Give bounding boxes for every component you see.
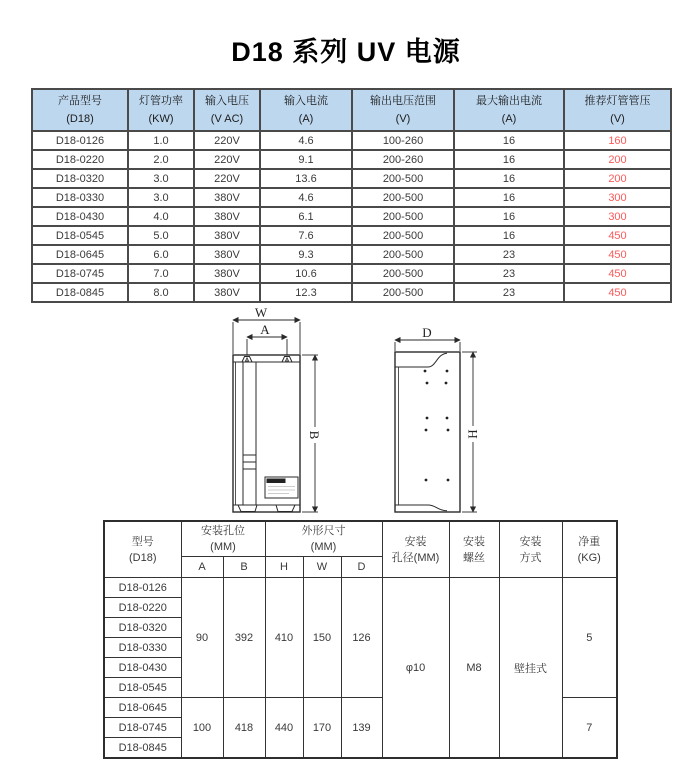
value-cell: 100 bbox=[181, 698, 223, 759]
value-cell: 200 bbox=[564, 150, 671, 169]
value-cell: 126 bbox=[341, 578, 382, 698]
method-cell: 壁挂式 bbox=[499, 578, 562, 759]
col-header-model: 型号 (D18) bbox=[104, 521, 181, 578]
model-cell: D18-0126 bbox=[104, 578, 181, 598]
model-cell: D18-0645 bbox=[32, 245, 128, 264]
value-cell: 16 bbox=[454, 150, 564, 169]
value-cell: 9.3 bbox=[260, 245, 352, 264]
value-cell: 380V bbox=[194, 188, 260, 207]
spec-row bbox=[32, 245, 671, 264]
front-view bbox=[233, 355, 300, 512]
value-cell: 90 bbox=[181, 578, 223, 698]
col-header-screw: 安装 螺丝 bbox=[449, 521, 499, 578]
spec-row bbox=[32, 264, 671, 283]
switch-box bbox=[243, 455, 256, 469]
value-cell: 200-500 bbox=[352, 245, 454, 264]
model-cell: D18-0545 bbox=[32, 226, 128, 245]
value-cell: 220V bbox=[194, 169, 260, 188]
value-cell: 200-500 bbox=[352, 188, 454, 207]
value-cell: 200-500 bbox=[352, 207, 454, 226]
spec-row bbox=[32, 207, 671, 226]
model-cell: D18-0645 bbox=[104, 698, 181, 718]
model-cell: D18-0430 bbox=[32, 207, 128, 226]
mount-row bbox=[104, 578, 617, 598]
value-cell: 9.1 bbox=[260, 150, 352, 169]
dim-label-w: W bbox=[254, 306, 268, 320]
value-cell: 23 bbox=[454, 283, 564, 302]
value-cell: 16 bbox=[454, 207, 564, 226]
value-cell: 23 bbox=[454, 245, 564, 264]
value-cell: 200-500 bbox=[352, 283, 454, 302]
hole-dia-cell: φ10 bbox=[382, 578, 449, 759]
value-cell: 220V bbox=[194, 150, 260, 169]
value-cell: 7.0 bbox=[128, 264, 194, 283]
value-cell: 23 bbox=[454, 264, 564, 283]
value-cell: 380V bbox=[194, 245, 260, 264]
value-cell: 16 bbox=[454, 169, 564, 188]
model-cell: D18-0330 bbox=[104, 638, 181, 658]
col-header-a: A bbox=[181, 557, 223, 578]
col-header-hole-group: 安装孔位 (MM) bbox=[181, 521, 265, 557]
dim-label-h: H bbox=[465, 429, 481, 439]
value-cell: 16 bbox=[454, 131, 564, 150]
value-cell: 139 bbox=[341, 698, 382, 759]
weight-cell: 5 bbox=[562, 578, 617, 698]
value-cell: 16 bbox=[454, 226, 564, 245]
model-cell: D18-0330 bbox=[32, 188, 128, 207]
col-header-b: B bbox=[223, 557, 265, 578]
spec-row bbox=[32, 150, 671, 169]
value-cell: 200-500 bbox=[352, 264, 454, 283]
spec-table bbox=[31, 88, 672, 303]
model-cell: D18-0745 bbox=[32, 264, 128, 283]
nameplate bbox=[265, 477, 298, 498]
col-header-w: W bbox=[303, 557, 341, 578]
value-cell: 200 bbox=[564, 169, 671, 188]
dim-label-b: B bbox=[307, 430, 322, 440]
value-cell: 200-500 bbox=[352, 226, 454, 245]
col-header-method: 安装 方式 bbox=[499, 521, 562, 578]
value-cell: 170 bbox=[303, 698, 341, 759]
spec-header-row bbox=[32, 89, 671, 131]
value-cell: 4.6 bbox=[260, 131, 352, 150]
side-view bbox=[395, 352, 460, 512]
tab-hole-right bbox=[286, 358, 289, 361]
value-cell: 7.6 bbox=[260, 226, 352, 245]
value-cell: 380V bbox=[194, 207, 260, 226]
model-cell: D18-0320 bbox=[32, 169, 128, 188]
value-cell: 440 bbox=[265, 698, 303, 759]
model-cell: D18-0545 bbox=[104, 678, 181, 698]
model-cell: D18-0220 bbox=[104, 598, 181, 618]
value-cell: 2.0 bbox=[128, 150, 194, 169]
spec-header-cell: 推荐灯管管压 (V) bbox=[564, 89, 671, 131]
spec-row bbox=[32, 226, 671, 245]
value-cell: 450 bbox=[564, 245, 671, 264]
dim-label-d: D bbox=[422, 325, 432, 340]
spec-row bbox=[32, 169, 671, 188]
value-cell: 380V bbox=[194, 226, 260, 245]
col-header-weight: 净重 (KG) bbox=[562, 521, 617, 578]
foot-right bbox=[276, 505, 295, 512]
value-cell: 380V bbox=[194, 283, 260, 302]
spec-header-cell: 产品型号 (D18) bbox=[32, 89, 128, 131]
foot-left bbox=[238, 505, 257, 512]
value-cell: 220V bbox=[194, 131, 260, 150]
dimension-diagram bbox=[185, 306, 505, 518]
value-cell: 160 bbox=[564, 131, 671, 150]
side-dimensions bbox=[395, 340, 477, 512]
front-dimensions bbox=[233, 320, 318, 512]
value-cell: 410 bbox=[265, 578, 303, 698]
spec-header-cell: 最大输出电流 (A) bbox=[454, 89, 564, 131]
dim-label-a: A bbox=[260, 322, 270, 337]
value-cell: 1.0 bbox=[128, 131, 194, 150]
value-cell: 13.6 bbox=[260, 169, 352, 188]
value-cell: 300 bbox=[564, 188, 671, 207]
value-cell: 16 bbox=[454, 188, 564, 207]
value-cell: 3.0 bbox=[128, 169, 194, 188]
spec-header-cell: 输入电流 (A) bbox=[260, 89, 352, 131]
value-cell: 300 bbox=[564, 207, 671, 226]
model-cell: D18-0845 bbox=[104, 738, 181, 759]
value-cell: 392 bbox=[223, 578, 265, 698]
value-cell: 3.0 bbox=[128, 188, 194, 207]
tab-hole-left bbox=[246, 358, 249, 361]
model-cell: D18-0745 bbox=[104, 718, 181, 738]
mount-holes bbox=[424, 370, 450, 482]
value-cell: 418 bbox=[223, 698, 265, 759]
mount-header-row-1 bbox=[104, 521, 617, 557]
value-cell: 450 bbox=[564, 226, 671, 245]
spec-header-cell: 输入电压 (V AC) bbox=[194, 89, 260, 131]
value-cell: 450 bbox=[564, 283, 671, 302]
value-cell: 150 bbox=[303, 578, 341, 698]
col-header-dim-group: 外形尺寸 (MM) bbox=[265, 521, 382, 557]
value-cell: 100-260 bbox=[352, 131, 454, 150]
model-cell: D18-0430 bbox=[104, 658, 181, 678]
value-cell: 6.0 bbox=[128, 245, 194, 264]
value-cell: 200-500 bbox=[352, 169, 454, 188]
value-cell: 5.0 bbox=[128, 226, 194, 245]
value-cell: 8.0 bbox=[128, 283, 194, 302]
col-header-hole-dia: 安装 孔径(MM) bbox=[382, 521, 449, 578]
model-cell: D18-0126 bbox=[32, 131, 128, 150]
value-cell: 4.0 bbox=[128, 207, 194, 226]
spec-header-cell: 输出电压范围 (V) bbox=[352, 89, 454, 131]
screw-cell: M8 bbox=[449, 578, 499, 759]
spec-header-cell: 灯管功率 (KW) bbox=[128, 89, 194, 131]
model-cell: D18-0220 bbox=[32, 150, 128, 169]
value-cell: 380V bbox=[194, 264, 260, 283]
spec-row bbox=[32, 188, 671, 207]
mount-table bbox=[103, 520, 618, 759]
value-cell: 200-260 bbox=[352, 150, 454, 169]
model-cell: D18-0845 bbox=[32, 283, 128, 302]
col-header-h: H bbox=[265, 557, 303, 578]
page-title: D18 系列 UV 电源 bbox=[231, 37, 461, 67]
col-header-d: D bbox=[341, 557, 382, 578]
value-cell: 6.1 bbox=[260, 207, 352, 226]
value-cell: 10.6 bbox=[260, 264, 352, 283]
value-cell: 12.3 bbox=[260, 283, 352, 302]
model-cell: D18-0320 bbox=[104, 618, 181, 638]
spec-row bbox=[32, 283, 671, 302]
spec-row bbox=[32, 131, 671, 150]
value-cell: 4.6 bbox=[260, 188, 352, 207]
value-cell: 450 bbox=[564, 264, 671, 283]
weight-cell: 7 bbox=[562, 698, 617, 759]
